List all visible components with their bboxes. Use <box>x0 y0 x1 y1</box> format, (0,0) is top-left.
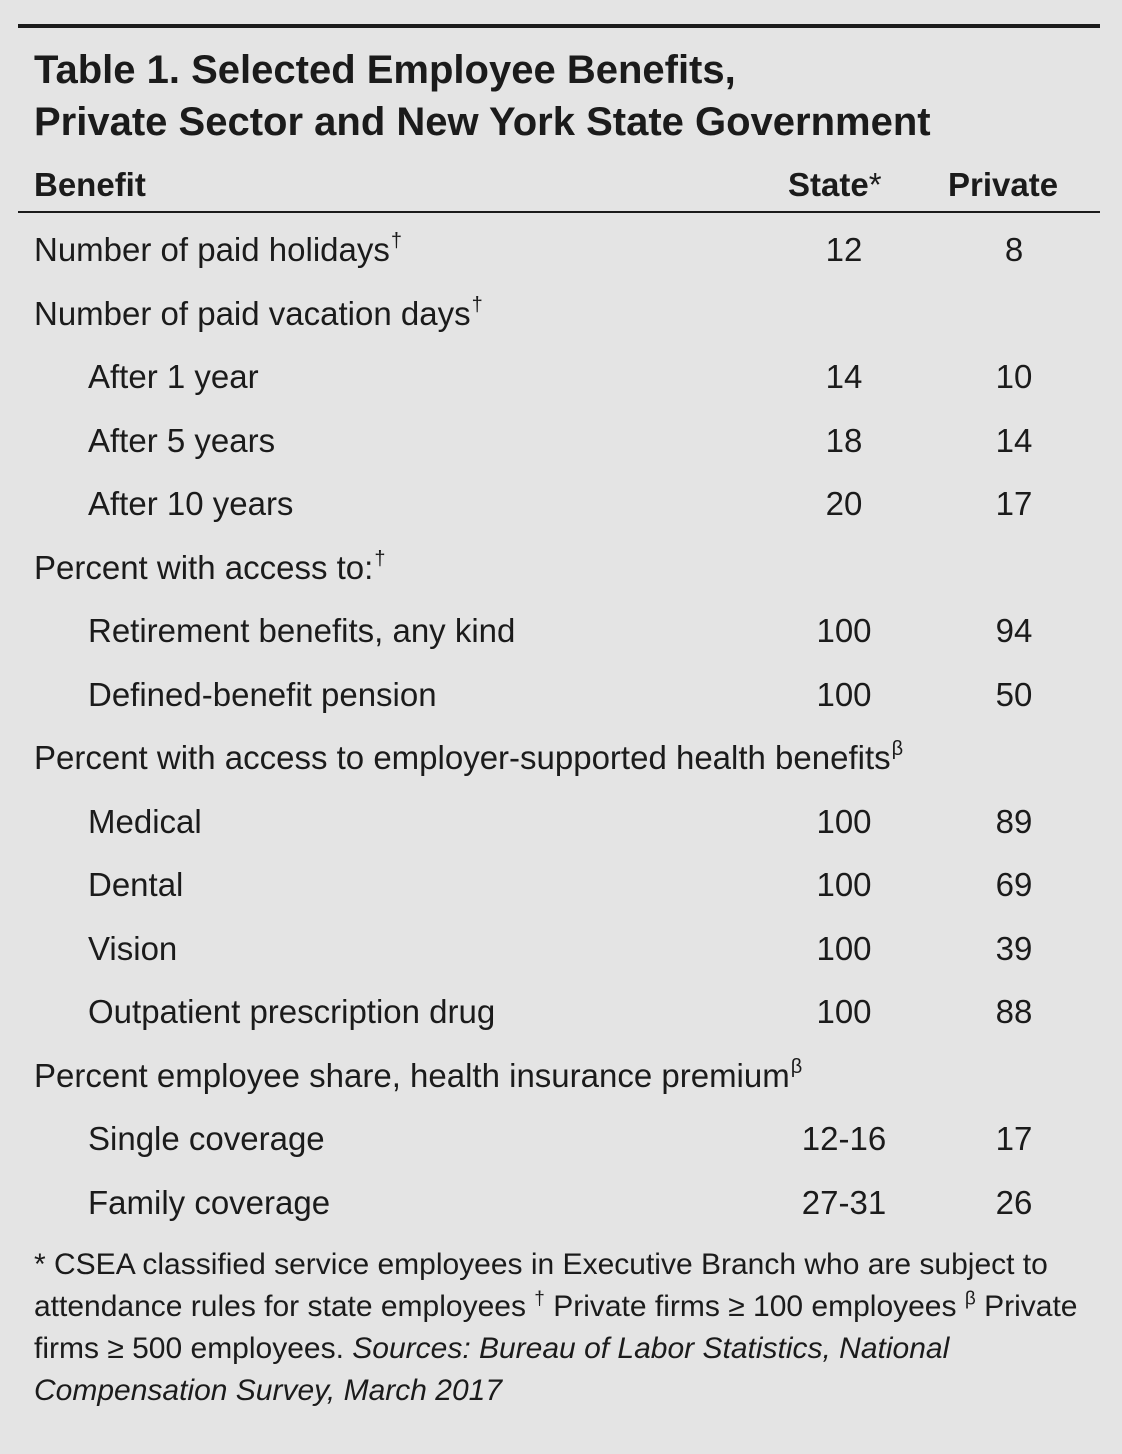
row-label <box>34 1044 802 1108</box>
table-row <box>0 663 1122 727</box>
table-row <box>0 790 1122 854</box>
table-body <box>0 218 1122 1234</box>
table-row <box>0 536 1122 600</box>
footnote-sources: Sources: Bureau of Labor Statistics, National Compensation Survey, March 2017 <box>34 1332 950 1407</box>
table-row <box>0 1171 1122 1235</box>
row-label-text: Defined-benefit pension <box>88 675 437 713</box>
state-value: 12-16 <box>801 1120 887 1157</box>
row-label <box>88 663 437 727</box>
private-value: 14 <box>995 421 1033 459</box>
table-row <box>0 282 1122 346</box>
private-value: 17 <box>995 485 1033 522</box>
title-line-1: Table 1. Selected Employee Benefits, <box>34 48 736 92</box>
private-value: 69 <box>995 866 1033 903</box>
private-value: 88 <box>995 993 1033 1030</box>
row-label-text: Number of paid vacation days <box>34 294 471 332</box>
row-label-text: Retirement benefits, any kind <box>88 612 516 649</box>
footnote-dagger-mark: † <box>534 1288 545 1310</box>
header-private: Private <box>948 166 1059 203</box>
title-line-2: Private Sector and New York State Government <box>34 100 931 144</box>
row-label <box>88 1171 330 1235</box>
state-value: 27-31 <box>801 1183 887 1221</box>
table-row <box>0 409 1122 473</box>
table-row <box>0 853 1122 917</box>
row-label-mark: β <box>790 1055 803 1078</box>
row-label-text: Percent employee share, health insurance premium <box>34 1056 790 1094</box>
header-rule <box>18 211 1100 213</box>
table-title <box>34 44 1094 148</box>
row-label <box>88 790 202 854</box>
state-value: 20 <box>825 485 863 522</box>
row-label-text: Percent with access to employer-supported health benefits <box>34 739 891 776</box>
header-state-label: State <box>788 166 869 203</box>
row-label <box>88 409 275 473</box>
row-label <box>88 853 183 917</box>
private-value: 39 <box>995 929 1033 967</box>
row-label-mark: † <box>374 547 386 570</box>
row-label-text: Single coverage <box>88 1120 325 1157</box>
row-label <box>88 917 177 981</box>
state-value: 18 <box>825 421 863 459</box>
row-label <box>88 472 293 536</box>
state-value: 100 <box>816 993 872 1030</box>
row-label-text: Percent with access to: <box>34 548 374 586</box>
header-benefit: Benefit <box>34 166 146 203</box>
state-value: 100 <box>816 929 872 967</box>
row-label-text: After 1 year <box>88 358 259 395</box>
state-value: 100 <box>816 866 872 903</box>
table-row <box>0 599 1122 663</box>
row-label-text: After 5 years <box>88 421 276 459</box>
row-label-text: Family coverage <box>88 1183 331 1221</box>
row-label <box>88 599 515 663</box>
private-value: 10 <box>995 358 1033 395</box>
footnote-star: * CSEA classified service employees in Executive Branch who are subject to attendance rules for state employees <box>34 1248 1048 1323</box>
row-label-text: Number of paid holidays <box>34 231 390 268</box>
footnote-beta-mark: β <box>964 1288 976 1310</box>
row-label <box>34 282 483 346</box>
top-rule <box>18 24 1100 28</box>
row-label-text: Dental <box>88 866 184 903</box>
private-value: 94 <box>995 612 1033 649</box>
state-value: 12 <box>825 231 863 268</box>
table-row <box>0 345 1122 409</box>
table-row <box>0 980 1122 1044</box>
state-value: 100 <box>816 612 872 649</box>
footnote-dagger: Private firms ≥ 100 employees <box>544 1290 965 1323</box>
state-value: 14 <box>825 358 863 395</box>
row-label <box>34 218 402 282</box>
table-row <box>0 472 1122 536</box>
footnote <box>34 1244 1104 1412</box>
row-label-text: Vision <box>88 929 178 967</box>
header-state-mark: * <box>868 166 882 203</box>
row-label <box>34 726 903 790</box>
row-label-mark: † <box>390 230 402 252</box>
table-row <box>0 218 1122 282</box>
private-value: 26 <box>995 1183 1033 1221</box>
row-label <box>34 536 385 600</box>
private-value: 8 <box>1004 231 1024 268</box>
row-label-text: After 10 years <box>88 485 294 522</box>
state-value: 100 <box>816 675 872 713</box>
private-value: 17 <box>995 1120 1033 1157</box>
private-value: 89 <box>995 802 1033 840</box>
row-label-text: Outpatient prescription drug <box>88 993 496 1030</box>
table-row <box>0 1044 1122 1108</box>
row-label-mark: β <box>891 738 904 760</box>
row-label <box>88 345 259 409</box>
private-value: 50 <box>995 675 1033 713</box>
table-row <box>0 726 1122 790</box>
row-label-mark: † <box>471 293 483 316</box>
table-row <box>0 1107 1122 1171</box>
row-label <box>88 980 495 1044</box>
footnote-beta: Private firms ≥ 500 employees. <box>34 1290 1078 1365</box>
header-state <box>788 166 882 204</box>
table-row <box>0 917 1122 981</box>
row-label <box>88 1107 325 1171</box>
table-header <box>0 166 1122 210</box>
row-label-text: Medical <box>88 802 202 840</box>
state-value: 100 <box>816 802 872 840</box>
